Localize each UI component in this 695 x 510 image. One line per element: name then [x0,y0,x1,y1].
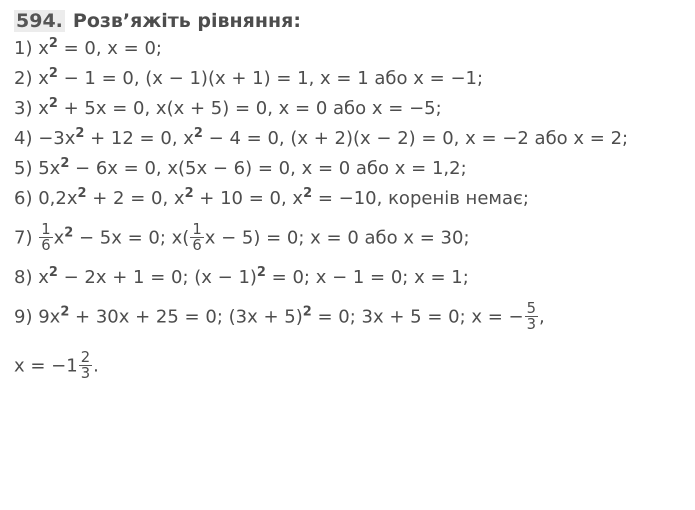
line-4-exponent-2: 2 [193,126,203,141]
line-6-post: = −10, коренів немає; [312,188,529,209]
line-6-exponent-2: 2 [184,186,194,201]
line-7-fraction-2-numerator: 1 [192,221,202,238]
line-9-fraction-numerator: 5 [526,300,537,318]
line-4-post: − 4 = 0, (x + 2)(x − 2) = 0, x = −2 або x = 2; [202,128,629,149]
line-9-post: , [539,306,545,328]
line-3-pre: 3) x [14,98,49,119]
solution-line-8 [14,263,681,293]
line-8-pre: 8) x [14,267,49,289]
line-9-mid: + 30x + 25 = 0; (3x + 5) [69,306,303,328]
line-6-mid-2: + 10 = 0, x [193,188,304,209]
solution-line-6 [14,184,681,214]
line-10-fraction-numerator: 2 [80,349,91,367]
line-9-exponent-2: 2 [302,304,312,320]
solution-line-1 [14,34,681,64]
line-7-var-a: x [53,227,65,249]
line-10-fraction-denominator: 3 [80,365,91,383]
line-9-fraction-denominator: 3 [526,316,537,334]
line-1-exponent: 2 [48,36,58,51]
solution-line-4 [14,124,681,154]
exercise-instruction: Розв’яжіть рівняння: [72,10,301,32]
exercise-heading [0,0,695,34]
line-7-fraction-2-denominator: 6 [192,237,202,255]
line-7-fraction-2 [190,222,203,253]
line-2-post: − 1 = 0, (x − 1)(x + 1) = 1, x = 1 або x = −1; [57,68,484,89]
line-8-mid: − 2x + 1 = 0; (x − 1) [57,267,257,289]
line-1-pre: 1) x [14,38,49,59]
line-10-post: . [93,355,99,377]
line-4-mid: + 12 = 0, x [84,128,194,149]
line-8-exponent-1: 2 [48,265,58,281]
line-7-fraction-1-denominator: 6 [41,237,51,255]
line-5-post: − 6x = 0, x(5x − 6) = 0, x = 0 або x = 1,2; [69,158,467,179]
line-2-exponent: 2 [48,66,58,81]
line-9-pre: 9) 9x [14,306,61,328]
solution-line-7 [14,214,681,263]
solution-line-5 [14,154,681,184]
line-8-exponent-2: 2 [256,265,266,281]
line-5-pre: 5) 5x [14,158,61,179]
line-3-post: + 5x = 0, x(x + 5) = 0, x = 0 або x = −5; [57,98,442,119]
line-6-mid: + 2 = 0, x [86,188,185,209]
line-10-pre: x = −1 [14,355,78,377]
line-1-post: = 0, x = 0; [57,38,162,59]
line-6-pre: 6) 0,2x [14,188,78,209]
line-4-exponent-1: 2 [75,126,85,141]
line-9-exponent-1: 2 [60,304,70,320]
solutions-list [0,34,695,391]
line-4-pre: 4) −3x [14,128,76,149]
line-2-pre: 2) x [14,68,49,89]
line-7-post: x − 5) = 0; x = 0 або x = 30; [204,227,470,249]
line-7-mid: − 5x = 0; x( [73,227,190,249]
exercise-number: 594. [16,10,63,32]
line-3-exponent: 2 [48,96,58,111]
line-9-mid-2: = 0; 3x + 5 = 0; x = − [311,306,524,328]
line-8-post: = 0; x − 1 = 0; x = 1; [265,267,469,289]
line-10-fraction [79,350,92,381]
line-6-exponent-3: 2 [303,186,313,201]
solution-line-9 [14,293,681,342]
line-6-exponent-1: 2 [77,186,87,201]
solution-line-3 [14,94,681,124]
line-7-fraction-1-numerator: 1 [41,221,51,238]
line-7-pre: 7) [14,227,39,249]
solution-line-2 [14,64,681,94]
line-7-exponent: 2 [64,225,74,241]
line-7-fraction-1 [39,222,52,253]
line-5-exponent: 2 [60,156,70,171]
solution-line-10 [14,342,681,391]
line-9-fraction [525,301,538,332]
